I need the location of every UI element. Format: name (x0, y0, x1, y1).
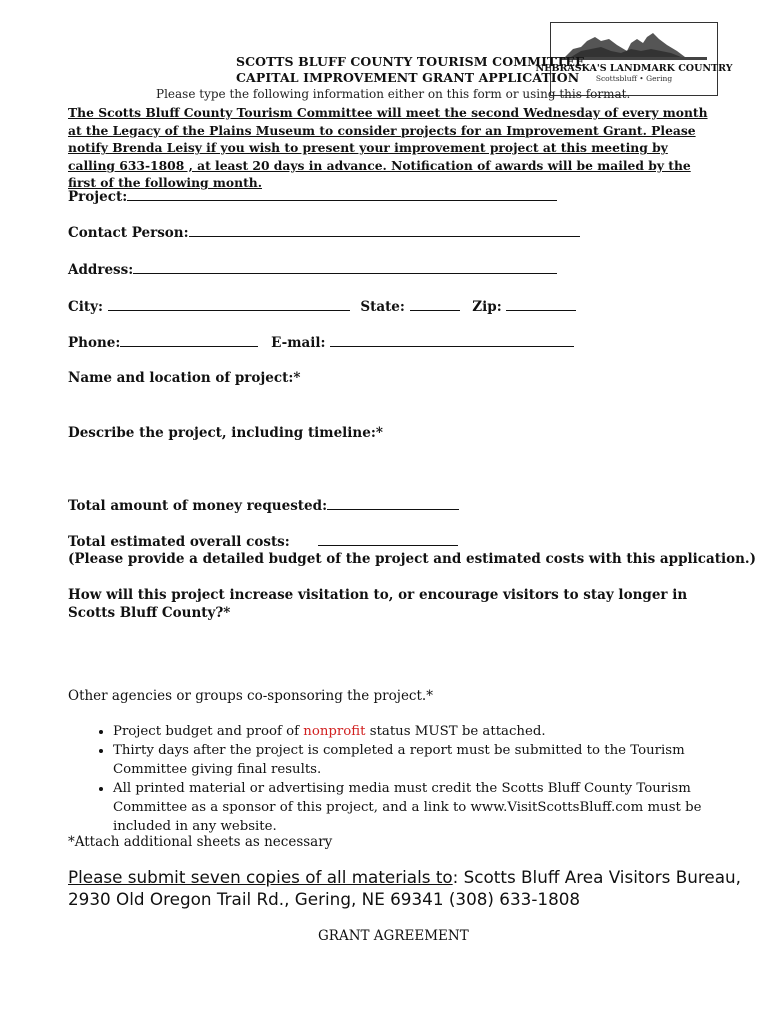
phone-input-line[interactable] (120, 334, 258, 347)
bullet1-text-post: status MUST be attached. (365, 724, 546, 739)
grant-agreement-heading: GRANT AGREEMENT (318, 928, 469, 944)
other-agencies-label: Other agencies or groups co-sponsoring the project.* (68, 688, 433, 704)
submit-address: 2930 Old Oregon Trail Rd., Gering, NE 69341 (308) 633-1808 (68, 889, 581, 909)
email-label: E-mail: (271, 335, 326, 351)
describe-label: Describe the project, including timeline:* (68, 425, 383, 441)
zip-input-line[interactable] (506, 298, 576, 311)
address-label: Address: (68, 262, 134, 278)
list-item (113, 722, 713, 741)
requirements-list (88, 722, 713, 836)
money-requested-label: Total amount of money requested: (68, 498, 328, 514)
header-instruction: Please type the following information either on this form or using this format. (156, 87, 631, 101)
attach-note: *Attach additional sheets as necessary (68, 834, 333, 850)
state-input-line[interactable] (410, 298, 460, 311)
address-field (68, 261, 557, 278)
email-input-line[interactable] (330, 334, 574, 347)
header-title-line2: CAPITAL IMPROVEMENT GRANT APPLICATION (236, 70, 580, 85)
estimated-costs-input-line[interactable] (318, 533, 458, 546)
header-title-line1: SCOTTS BLUFF COUNTY TOURISM COMMITTEE (236, 54, 585, 69)
city-label: City: (68, 299, 103, 315)
logo-title: NEBRASKA'S LANDMARK COUNTRY (535, 63, 733, 74)
estimated-costs-label: Total estimated overall costs: (68, 534, 290, 550)
contact-field (68, 224, 580, 241)
submit-underlined: Please submit seven copies of all materials to (68, 867, 453, 887)
city-input-line[interactable] (108, 298, 350, 311)
zip-label: Zip: (472, 299, 502, 315)
project-input-line[interactable] (127, 188, 557, 201)
meeting-notice: The Scotts Bluff County Tourism Committee will meet the second Wednesday of every month at the Legacy of the Plains Museum to consider projects for an Improvement Grant. Please notify Brenda Leisy if you wish to present your improvement project at this meeting by calling 633-1808 , at least 20 days in advance. Notification of awards will be mailed by the first of the following month. (68, 105, 708, 191)
estimated-costs-field (68, 533, 458, 550)
city-state-zip-row (68, 298, 576, 315)
address-input-line[interactable] (133, 261, 557, 274)
budget-note: (Please provide a detailed budget of the project and estimated costs with this application.) (68, 551, 757, 567)
project-field (68, 188, 557, 205)
logo-subtitle: Scottsbluff • Gering (595, 74, 673, 83)
contact-input-line[interactable] (189, 224, 580, 237)
money-requested-input-line[interactable] (327, 497, 459, 510)
submit-rest: : Scotts Bluff Area Visitors Bureau, (452, 867, 741, 887)
bullet1-text-pre: Project budget and proof of (113, 724, 304, 739)
submit-instructions (68, 866, 741, 910)
visitation-question: How will this project increase visitation to, or encourage visitors to stay longer in Scotts Bluff County?* (68, 587, 688, 621)
project-label: Project: (68, 189, 128, 205)
money-requested-field (68, 497, 459, 514)
contact-label: Contact Person: (68, 225, 189, 241)
phone-email-row (68, 334, 574, 351)
state-label: State: (360, 299, 405, 315)
list-item: • All printed material or advertising media must credit the Scotts Bluff County Tourism Committee as a sponsor of this project, and a link to www.VisitScottsBluff.com must be included in any website. (113, 779, 713, 836)
list-item: • Thirty days after the project is completed a report must be submitted to the Tourism Committee giving final results. (113, 741, 713, 779)
phone-label: Phone: (68, 335, 121, 351)
name-location-label: Name and location of project:* (68, 370, 301, 386)
bullet1-nonprofit: nonprofit (303, 724, 366, 739)
